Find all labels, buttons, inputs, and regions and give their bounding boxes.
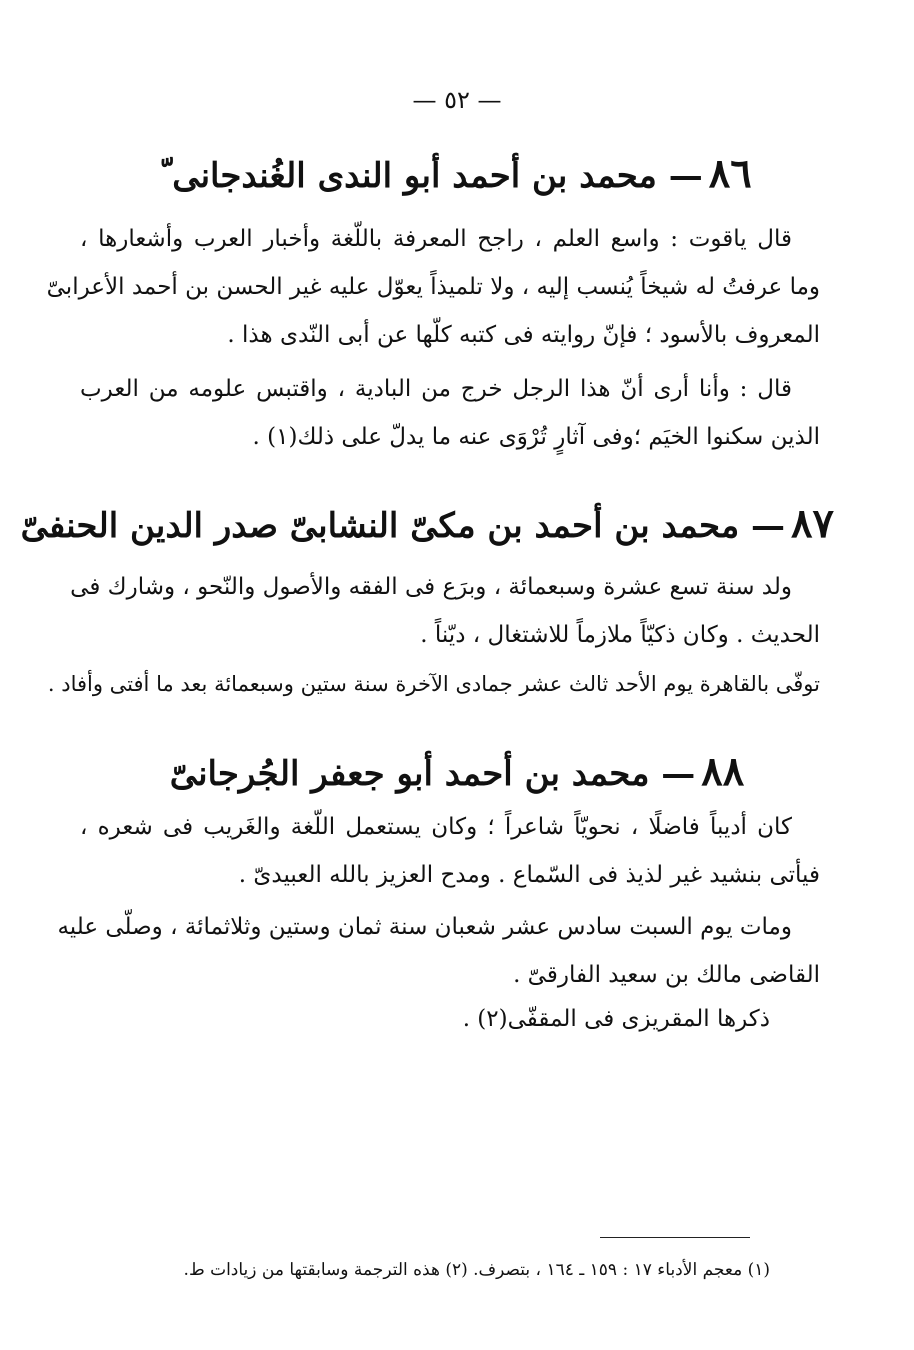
page-number: — ٥٢ — [412, 86, 502, 114]
entry-88-title [80, 748, 834, 795]
entry-88-line-1: كان أديباً فاضلًا ، نحويّاً شاعراً ؛ وكان يستعمل اللّغة والغَريب فى شعره ، [80, 814, 792, 840]
entry-88-line-2: فيأتى بنشيد غير لذيذ فى السّماع . ومدح العزيز بالله العبيدىّ . [238, 862, 820, 888]
entry-87-line-1: ولد سنة تسع عشرة وسبعمائة ، وبرَع فى الفقه والأصول والنّحو ، وشارك فى [70, 574, 792, 600]
entry-87-title [20, 500, 834, 547]
footnote-divider [600, 1237, 750, 1238]
entry-88-name: — محمد بن أحمد أبو جعفر الجُرجانىّ [169, 754, 696, 794]
entry-86-line-5: الذين سكنوا الخيَم ؛وفى آثارٍ تُرْوَى عنه ما يدلّ على ذلك(١) . [252, 424, 820, 450]
footnote: (١) معجم الأدباء ١٧ : ١٥٩ ـ ١٦٤ ، بتصرف. (٢) هذه الترجمة وسابقتها من زيادات ط. [183, 1260, 770, 1280]
entry-86-line-1: قال ياقوت : واسع العلم ، راجح المعرفة باللّغة وأخبار العرب وأشعارها ، [80, 226, 792, 252]
entry-86-line-3: المعروف بالأسود ؛ فإنّ روايته فى كتبه كلّها عن أبى النّدى هذا . [227, 322, 820, 348]
entry-88-line-3: ومات يوم السبت سادس عشر شعبان سنة ثمان وستين وثلاثمائة ، وصلّى عليه [57, 914, 792, 940]
entry-87-number: ٨٧ [791, 500, 834, 547]
entry-88-line-4: القاضى مالك بن سعيد الفارقىّ . [513, 962, 820, 988]
entry-87-name: — محمد بن أحمد بن مكىّ النشابىّ صدر الدين الحنفىّ [20, 506, 786, 546]
entry-88-line-5: ذكرها المقريزى فى المقفّى(٢) . [462, 1006, 770, 1032]
entry-86-name: — محمد بن أحمد أبو الندى الغُندجانى ّ [162, 156, 703, 196]
entry-87-line-3: توفّى بالقاهرة يوم الأحد ثالث عشر جمادى الآخرة سنة ستين وسبعمائة بعد ما أفتى وأفاد . [47, 672, 820, 696]
entry-88-number: ٨٨ [701, 748, 745, 795]
entry-86-number: ٨٦ [708, 150, 752, 197]
entry-86-title [80, 150, 834, 197]
entry-87-line-2: الحديث . وكان ذكيّاً ملازماً للاشتغال ، ديّناً . [420, 622, 820, 648]
entry-86-line-2: وما عرفتُ له شيخاً يُنسب إليه ، ولا تلميذاً يعوّل عليه غير الحسن بن أحمد الأعرابىّ [46, 274, 820, 300]
entry-86-line-4: قال : وأنا أرى أنّ هذا الرجل خرج من البادية ، واقتبس علومه من العرب [80, 376, 792, 402]
